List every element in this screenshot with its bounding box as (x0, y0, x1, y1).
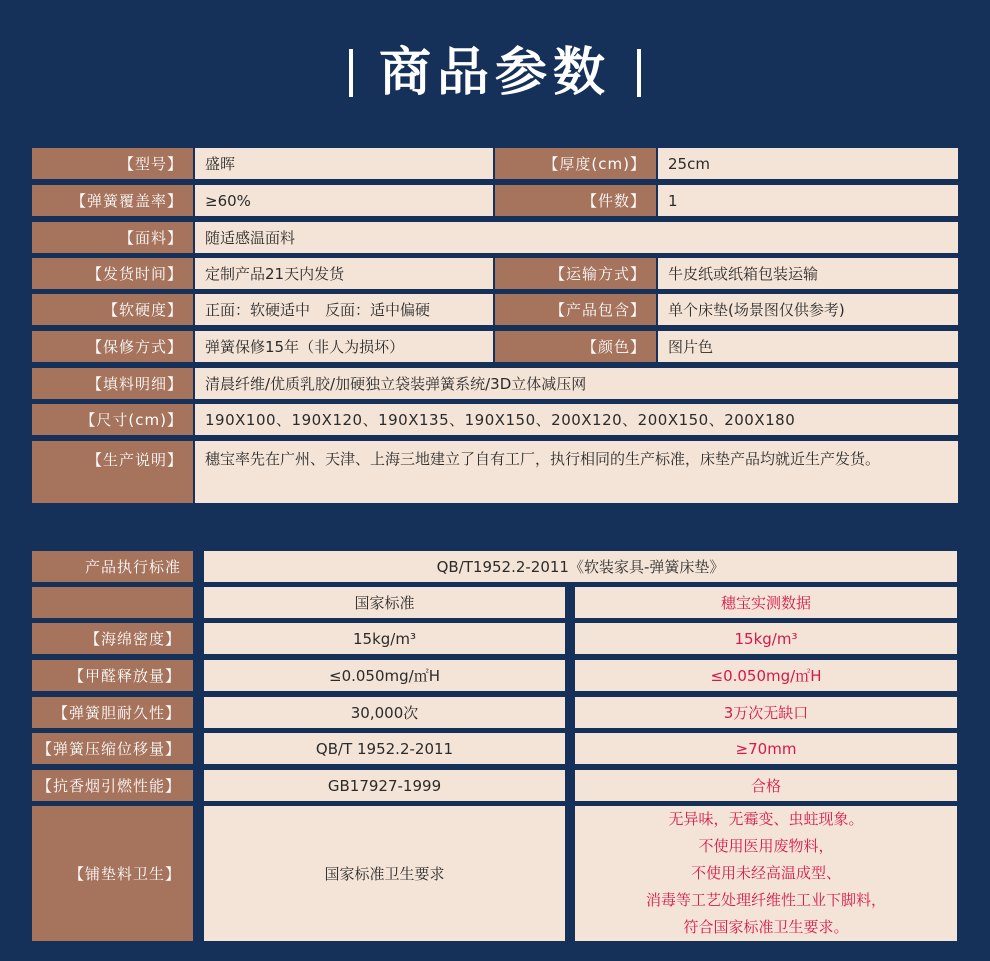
table-row-label: 【弹簧胆耐久性】 (32, 697, 193, 728)
table-row-label: 【甲醛释放量】 (32, 660, 193, 691)
table-row-measured: 15kg/m³ (575, 623, 957, 654)
standard-value: QB/T1952.2-2011《软装家具-弹簧床垫》 (204, 551, 957, 582)
table-row-national: 15kg/m³ (204, 623, 565, 654)
hygiene-measured (575, 806, 957, 941)
title-bar-right (637, 49, 641, 97)
table-row-measured: 3万次无缺口 (575, 697, 957, 728)
coverage-value: ≥60% (195, 185, 493, 216)
transport-label: 【运输方式】 (495, 258, 656, 289)
color-label: 【颜色】 (495, 331, 656, 362)
table-row-measured: ≥70mm (575, 733, 957, 764)
table-row-national: 30,000次 (204, 697, 565, 728)
table-row-label: 【海绵密度】 (32, 623, 193, 654)
col-measured-header: 穗宝实测数据 (575, 587, 957, 618)
table-row-measured: 合格 (575, 770, 957, 801)
hygiene-line: 不使用医用废物料， (698, 837, 834, 855)
standard-label: 产品执行标准 (32, 551, 193, 582)
model-label: 【型号】 (32, 148, 193, 179)
hygiene-line: 无异味，无霉变、虫蛀现象。 (668, 810, 864, 828)
hygiene-line: 符合国家标准卫生要求。 (683, 918, 849, 936)
hygiene-line: 不使用未经高温成型、 (690, 864, 841, 882)
page-title: 商品参数 (378, 43, 611, 103)
production-label: 【生产说明】 (32, 441, 193, 503)
warranty-value: 弹簧保修15年（非人为损坏） (195, 331, 493, 362)
hardness-value: 正面：软硬适中 反面：适中偏硬 (195, 294, 493, 325)
thickness-value: 25cm (658, 148, 958, 179)
contents-value: 单个床垫(场景图仅供参考) (658, 294, 958, 325)
warranty-label: 【保修方式】 (32, 331, 193, 362)
hygiene-line: 消毒等工艺处理纤维性工业下脚料， (645, 891, 886, 909)
header-blank (32, 587, 193, 618)
pieces-label: 【件数】 (495, 185, 656, 216)
hygiene-label: 【铺垫料卫生】 (32, 806, 193, 941)
table-row-national: ≤0.050mg/㎡H (204, 660, 565, 691)
col-national-header: 国家标准 (204, 587, 565, 618)
table-row-national: QB/T 1952.2-2011 (204, 733, 565, 764)
ship-time-label: 【发货时间】 (32, 258, 193, 289)
fabric-value: 随适感温面料 (195, 222, 958, 253)
table-row-label: 【弹簧压缩位移量】 (32, 733, 193, 764)
title-bar-left (349, 49, 353, 97)
coverage-label: 【弹簧覆盖率】 (32, 185, 193, 216)
production-value: 穗宝率先在广州、天津、上海三地建立了自有工厂，执行相同的生产标准，床垫产品均就近生产发货。 (195, 441, 958, 503)
thickness-label: 【厚度(cm)】 (495, 148, 656, 179)
table-row-label: 【抗香烟引燃性能】 (32, 770, 193, 801)
hardness-label: 【软硬度】 (32, 294, 193, 325)
color-value: 图片色 (658, 331, 958, 362)
table-row-national: GB17927-1999 (204, 770, 565, 801)
table-row-measured: ≤0.050mg/㎡H (575, 660, 957, 691)
pieces-value: 1 (658, 185, 958, 216)
ship-time-value: 定制产品21天内发货 (195, 258, 493, 289)
contents-label: 【产品包含】 (495, 294, 656, 325)
size-label: 【尺寸(cm)】 (32, 404, 193, 435)
model-value: 盛晖 (195, 148, 493, 179)
fabric-label: 【面料】 (32, 222, 193, 253)
header (0, 38, 990, 108)
hygiene-national: 国家标准卫生要求 (204, 806, 565, 941)
filling-value: 清晨纤维/优质乳胶/加硬独立袋装弹簧系统/3D立体减压网 (195, 368, 958, 399)
size-value: 190X100、190X120、190X135、190X150、200X120、200X150、200X180 (195, 404, 958, 435)
filling-label: 【填料明细】 (32, 368, 193, 399)
transport-value: 牛皮纸或纸箱包装运输 (658, 258, 958, 289)
